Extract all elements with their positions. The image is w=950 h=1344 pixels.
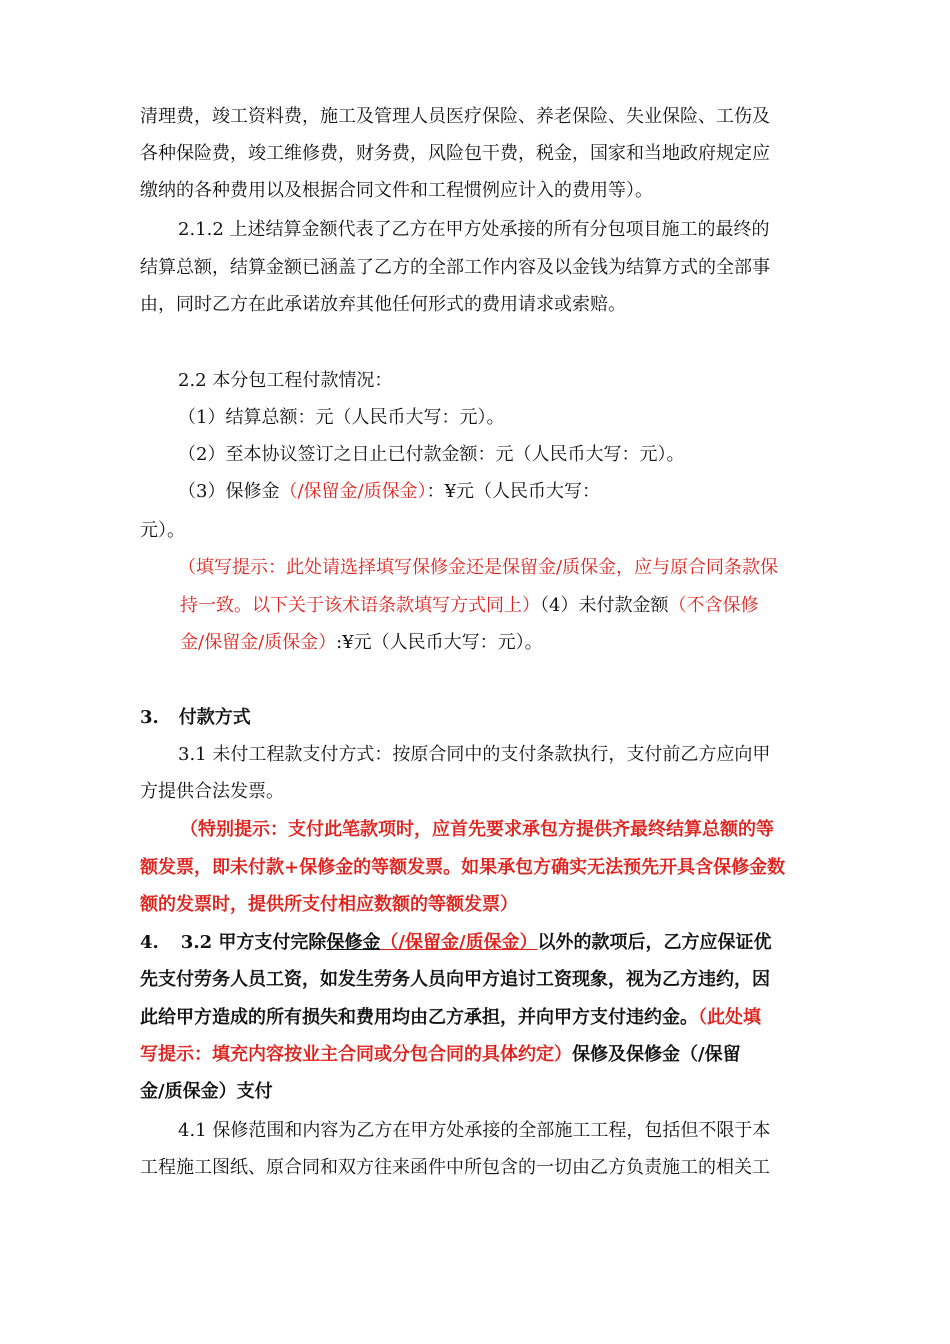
- item-settlement-total: （1）结算总额：元（人民币大写：元）。: [178, 407, 505, 428]
- paragraph-line: 缴纳的各种费用以及根据合同文件和工程惯例应计入的费用等）。: [140, 180, 653, 201]
- item-text: ：¥元（人民币大写：: [426, 481, 601, 502]
- section-title: 付款方式: [178, 707, 251, 728]
- clause-4-1-line: 4.1 保修范围和内容为乙方在甲方处承接的全部施工工程，包括但不限于本: [178, 1120, 771, 1141]
- section-number: 3.: [140, 707, 159, 728]
- section-number: 4.: [140, 932, 159, 953]
- special-hint-line: 额发票，即未付款+保修金的等额发票。如果承包方确实无法预先开具含保修金数: [140, 857, 786, 878]
- clause-text: 以外的款项后，乙方应保证优: [537, 932, 772, 953]
- item-unpaid-amount: （4）未付款金额: [540, 595, 669, 616]
- item-text: :¥元（人民币大写：元）。: [336, 632, 543, 653]
- item-paid-amount: （2）至本协议签订之日止已付款金额：元（人民币大写：元）。: [178, 444, 685, 465]
- fill-hint-line: [180, 630, 543, 656]
- clause-text: 3.2 甲方支付完除: [180, 932, 327, 953]
- fill-hint-text: 写提示：填充内容按业主合同或分包合同的具体约定）: [140, 1044, 572, 1065]
- section-4-line: [140, 930, 772, 956]
- paragraph-line: 清理费，竣工资料费，施工及管理人员医疗保险、养老保险、失业保险、工伤及: [140, 106, 770, 127]
- fill-hint-line: （填写提示：此处请选择填写保修金还是保留金/质保金，应与原合同条款保: [178, 557, 779, 578]
- paragraph-line: 金/质保金）支付: [140, 1081, 273, 1102]
- special-hint-line: （特别提示：支付此笔款项时，应首先要求承包方提供齐最终结算总额的等: [180, 819, 774, 840]
- clause-2-1-2-line: 2.1.2 上述结算金额代表了乙方在甲方处承接的所有分包项目施工的最终的: [178, 219, 770, 240]
- fill-hint-text: （此处填: [698, 1007, 761, 1028]
- item-text: （3）保修金: [178, 481, 280, 502]
- special-hint-line: 额的发票时，提供所支付相应数额的等额发票）: [140, 894, 518, 915]
- underlined-term: 保修金: [326, 932, 381, 953]
- fill-hint-line: [180, 593, 758, 619]
- term-option-red: （/保留金/质保金）: [279, 481, 427, 502]
- clause-3-1-line: 3.1 未付工程款支付方式：按原合同中的支付条款执行，支付前乙方应向甲: [178, 744, 771, 765]
- paragraph-line: [140, 1005, 761, 1031]
- term-option-red: 金/保留金/质保金）: [180, 632, 337, 653]
- paragraph-line: 结算总额，结算金额已涵盖了乙方的全部工作内容及以金钱为结算方式的全部事: [140, 257, 770, 278]
- underlined-term-red: （/保留金/质保金）: [380, 932, 538, 953]
- clause-text: 此给甲方造成的所有损失和费用均由乙方承担，并向甲方支付违约金。: [140, 1007, 698, 1028]
- paragraph-line: 先支付劳务人员工资，如发生劳务人员向甲方追讨工资现象，视为乙方违约，因: [140, 969, 770, 990]
- item-warranty-deposit: [178, 479, 600, 505]
- paragraph-line: 各种保险费，竣工维修费，财务费，风险包干费，税金，国家和当地政府规定应: [140, 143, 770, 164]
- paragraph-line: 由，同时乙方在此承诺放弃其他任何形式的费用请求或索赔。: [140, 294, 626, 315]
- paragraph-line: 工程施工图纸、原合同和双方往来函件中所包含的一切由乙方负责施工的相关工: [140, 1157, 770, 1178]
- clause-2-2-title: 2.2 本分包工程付款情况：: [178, 370, 393, 391]
- paragraph-line: [140, 1042, 741, 1068]
- term-option-red: （不含保修: [668, 595, 759, 616]
- section-3-heading: [140, 705, 251, 731]
- item-continuation: 元）。: [140, 520, 185, 541]
- section-4-title: 保修及保修金（/保留: [572, 1044, 741, 1065]
- fill-hint-text: 持一致。以下关于该术语条款填写方式同上）: [180, 595, 540, 616]
- paragraph-line: 方提供合法发票。: [140, 781, 284, 802]
